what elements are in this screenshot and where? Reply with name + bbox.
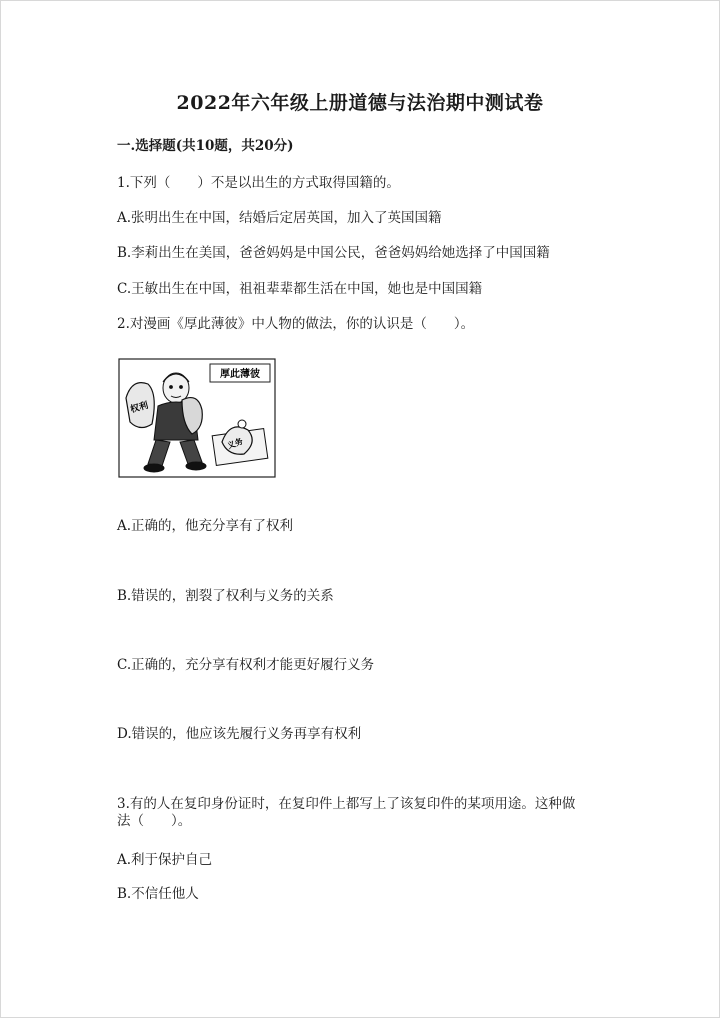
duty-label: 义务 xyxy=(226,436,245,451)
question-1-stem: 1.下列（ ）不是以出生的方式取得国籍的。 xyxy=(117,175,400,191)
question-2-option-b: B.错误的，割裂了权利与义务的关系 xyxy=(117,588,334,604)
question-3-option-a: A.利于保护自己 xyxy=(117,852,213,868)
rights-bag xyxy=(126,383,154,428)
question-2-option-a: A.正确的，他充分享有了权利 xyxy=(117,518,294,534)
rights-label: 权利 xyxy=(129,400,150,416)
question-1-option-a: A.张明出生在中国，结婚后定居英国，加入了英国国籍 xyxy=(117,210,442,226)
page-title: 2022年六年级上册道德与法治期中测试卷 xyxy=(176,92,544,114)
question-2-stem: 2.对漫画《厚此薄彼》中人物的做法，你的认识是（ ）。 xyxy=(117,316,475,332)
question-3-option-b: B.不信任他人 xyxy=(117,886,199,902)
section-heading: 一.选择题(共10题，共20分) xyxy=(117,138,294,154)
question-3-stem-line-1: 3.有的人在复印身份证时，在复印件上都写上了该复印件的某项用途。这种做 xyxy=(117,796,576,812)
cartoon-caption: 厚此薄彼 xyxy=(220,369,260,380)
question-2-option-c: C.正确的，充分享有权利才能更好履行义务 xyxy=(117,657,375,673)
question-1-option-b: B.李莉出生在美国，爸爸妈妈是中国公民，爸爸妈妈给她选择了中国国籍 xyxy=(117,245,550,261)
question-1-option-c: C.王敏出生在中国，祖祖辈辈都生活在中国，她也是中国国籍 xyxy=(117,281,483,297)
question-3-stem-line-2: 法（ ）。 xyxy=(117,813,192,829)
question-2-option-d: D.错误的，他应该先履行义务再享有权利 xyxy=(117,726,362,742)
cartoon-illustration xyxy=(118,358,276,478)
